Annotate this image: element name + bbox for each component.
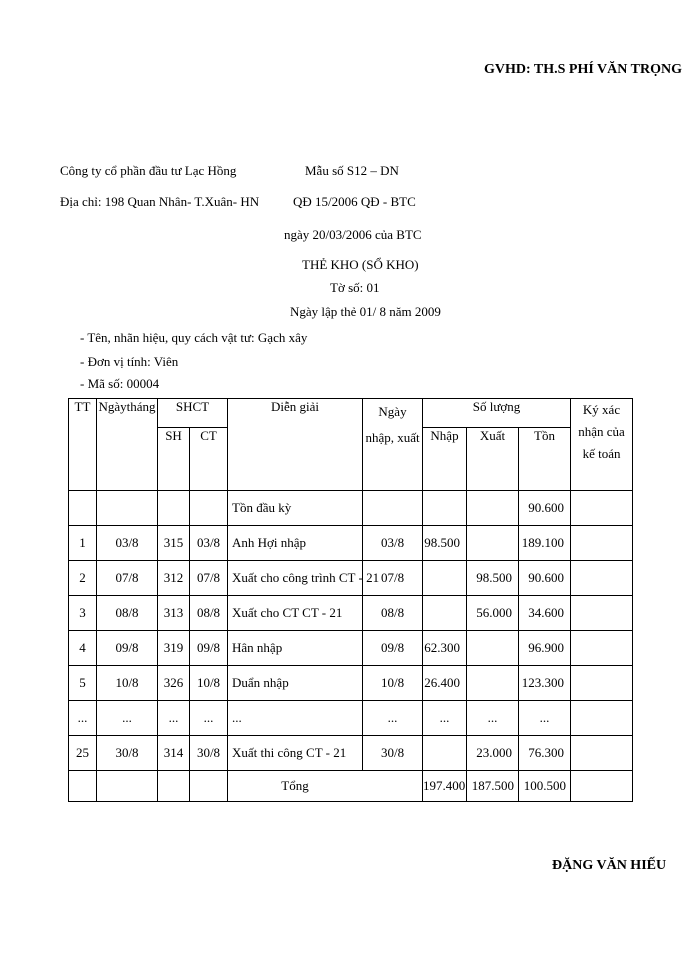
row-stock: 123.300 [519,666,571,701]
row-date: 08/8 [97,596,158,631]
row-tt: 3 [69,596,97,631]
row-out: 23.000 [467,736,519,771]
table-cell [69,771,97,802]
row-confirm [571,526,633,561]
total-out: 187.500 [467,771,519,802]
row-in: ... [423,701,467,736]
col-date-header: Ngàytháng [97,399,158,491]
stock-card-table [68,398,633,802]
advisor-heading: GVHD: TH.S PHÍ VĂN TRỌNG [484,62,682,77]
row-tt: 25 [69,736,97,771]
row-out [467,631,519,666]
table-row [69,701,633,736]
row-io: 30/8 [363,736,423,771]
row-io: 03/8 [363,526,423,561]
row-in: 26.400 [423,666,467,701]
company-address: Địa chỉ: 198 Quan Nhân- T.Xuân- HN [60,194,260,209]
row-tt: 2 [69,561,97,596]
table-row [69,526,633,561]
table-row [69,561,633,596]
row-io: ... [363,701,423,736]
col-out-header: Xuất [467,428,519,491]
sheet-number: Tờ số: 01 [330,280,380,295]
table-row [69,666,633,701]
row-out [467,526,519,561]
decision-date: ngày 20/03/2006 của BTC [284,227,422,242]
made-date: Ngày lập thẻ 01/ 8 năm 2009 [290,304,441,319]
opening-row [69,491,633,526]
row-confirm [571,666,633,701]
row-sh: 315 [158,526,190,561]
col-shct-header: SHCT [158,399,228,428]
col-in-header: Nhập [423,428,467,491]
code-line: - Mã số: 00004 [80,376,160,391]
decision-number: QĐ 15/2006 QĐ - BTC [293,194,416,209]
table-cell [97,491,158,526]
row-confirm [571,736,633,771]
total-row [69,771,633,802]
total-stock: 100.500 [519,771,571,802]
table-cell [571,491,633,526]
col-sh-header: SH [158,428,190,491]
row-in [423,736,467,771]
col-tt-header: TT [69,399,97,491]
row-sh: 319 [158,631,190,666]
row-io: 07/8 [363,561,423,596]
row-in [423,561,467,596]
row-ct: 09/8 [190,631,228,666]
row-date: 03/8 [97,526,158,561]
table-cell [97,771,158,802]
table-cell [190,771,228,802]
row-sh: 326 [158,666,190,701]
header-row [69,399,633,428]
table-cell [158,771,190,802]
table-row [69,631,633,666]
row-ct: 07/8 [190,561,228,596]
row-tt: 5 [69,666,97,701]
unit-line: - Đơn vị tính: Viên [80,354,179,369]
opening-desc: Tồn đầu kỳ [228,491,363,526]
col-ct-header: CT [190,428,228,491]
row-ct: ... [190,701,228,736]
row-ct: 30/8 [190,736,228,771]
row-desc: Hân nhập [228,631,363,666]
row-date: 09/8 [97,631,158,666]
row-desc: Anh Hợi nhập [228,526,363,561]
row-confirm [571,561,633,596]
row-ct: 08/8 [190,596,228,631]
row-out: 98.500 [467,561,519,596]
row-out: 56.000 [467,596,519,631]
table-row [69,596,633,631]
row-sh: 313 [158,596,190,631]
table-cell [467,491,519,526]
row-desc: Xuất thi công CT - 21 [228,736,363,771]
col-qty-header: Số lượng [423,399,571,428]
table-cell [571,771,633,802]
row-io: 09/8 [363,631,423,666]
total-in: 197.400 [423,771,467,802]
row-desc: Xuất cho CT CT - 21 [228,596,363,631]
row-desc: Duẩn nhập [228,666,363,701]
row-tt: 1 [69,526,97,561]
table-cell [363,491,423,526]
row-desc: ... [228,701,363,736]
col-stock-header: Tồn [519,428,571,491]
row-ct: 10/8 [190,666,228,701]
col-confirm-header: Ký xác nhận của kế toán [571,399,633,491]
signature-name: ĐẶNG VĂN HIẾU [552,858,667,873]
row-date: 10/8 [97,666,158,701]
row-confirm [571,596,633,631]
row-sh: ... [158,701,190,736]
row-sh: 314 [158,736,190,771]
table-cell [158,491,190,526]
row-stock: ... [519,701,571,736]
row-in: 98.500 [423,526,467,561]
col-io-date-header: Ngày nhập, xuất [363,399,423,491]
material-name-line: - Tên, nhãn hiệu, quy cách vật tư: Gạch xây [80,330,308,345]
row-io: 10/8 [363,666,423,701]
row-desc: Xuất cho công trình CT - 21 [228,561,363,596]
row-sh: 312 [158,561,190,596]
row-stock: 96.900 [519,631,571,666]
row-date: 30/8 [97,736,158,771]
row-stock: 76.300 [519,736,571,771]
document-title: THẺ KHO (SỔ KHO) [302,257,419,272]
row-tt: ... [69,701,97,736]
table-cell [69,491,97,526]
row-io: 08/8 [363,596,423,631]
row-date: ... [97,701,158,736]
opening-stock: 90.600 [519,491,571,526]
row-ct: 03/8 [190,526,228,561]
table-row [69,736,633,771]
row-tt: 4 [69,631,97,666]
row-out [467,666,519,701]
row-confirm [571,701,633,736]
row-stock: 189.100 [519,526,571,561]
row-out: ... [467,701,519,736]
col-desc-header: Diễn giải [228,399,363,491]
row-in [423,596,467,631]
row-date: 07/8 [97,561,158,596]
row-stock: 90.600 [519,561,571,596]
company-name: Công ty cổ phần đầu tư Lạc Hồng [60,163,237,178]
row-stock: 34.600 [519,596,571,631]
form-number: Mẫu số S12 – DN [305,163,399,178]
table-cell [190,491,228,526]
total-label: Tổng [228,771,423,802]
table-cell [423,491,467,526]
row-in: 62.300 [423,631,467,666]
row-confirm [571,631,633,666]
